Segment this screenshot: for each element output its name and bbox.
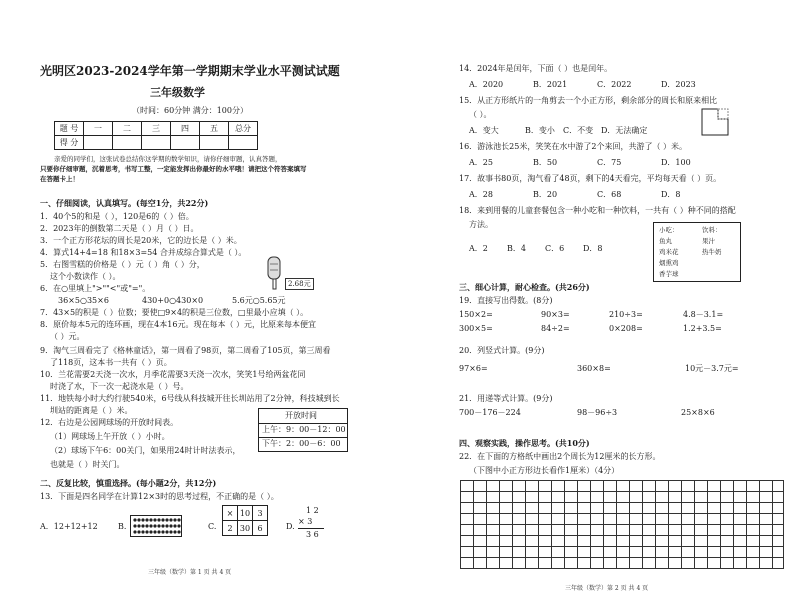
vertical-calc-item: 360×8= bbox=[577, 364, 611, 373]
section-4-heading: 四、观察实践，操作思考。(共10分) bbox=[459, 438, 590, 448]
section-3-heading: 三、细心计算，耐心检查。(共26分) bbox=[459, 282, 590, 292]
option: D．8 bbox=[661, 190, 681, 199]
score-cell: 一 bbox=[84, 122, 113, 136]
question-13-option-c: C. bbox=[208, 522, 217, 531]
score-input-cell[interactable] bbox=[142, 136, 171, 150]
step-calc-item: 700－176－224 bbox=[459, 408, 521, 417]
vertical-calc-line: 3 6 bbox=[306, 530, 319, 539]
score-cell: 题 号 bbox=[55, 122, 84, 136]
question-22: 22．在下面的方格纸中画出2个周长为12厘米的长方形。 bbox=[459, 452, 661, 461]
question-13-option-d: D. bbox=[286, 522, 295, 531]
question-16: 16．游泳池长25米，笑笑在水中游了2个来回，共游了（ ）米。 bbox=[459, 142, 687, 151]
question-14: 14．2024年是闰年，下面（ ）也是闰年。 bbox=[459, 64, 613, 73]
mult-cell: × bbox=[223, 506, 238, 521]
vertical-calc-line: 1 2 bbox=[306, 506, 319, 515]
question-18-cont: 方法。 bbox=[469, 220, 493, 229]
calc-item: 84÷2= bbox=[541, 324, 570, 333]
question-6c: 5.6元○5.65元 bbox=[232, 296, 286, 305]
question-1: 1．40个5的和是（ ），120是6的（ ）倍。 bbox=[40, 212, 194, 221]
question-21: 21．用递等式计算。(9分) bbox=[459, 394, 553, 403]
mult-cell: 3 bbox=[253, 506, 268, 521]
dot-array-icon bbox=[130, 515, 182, 537]
option: A．2 bbox=[469, 244, 488, 253]
question-12-1: （1）网球场上午开放（ ）小时。 bbox=[50, 432, 170, 441]
exam-title: 光明区2023-2024学年第一学期期末学业水平测试试题 bbox=[40, 64, 340, 78]
exam-page-2 bbox=[397, 0, 794, 613]
calc-item: 4.8－3.1= bbox=[683, 310, 724, 319]
page-footer: 三年级（数学）第 2 页 共 4 页 bbox=[565, 585, 649, 592]
mult-cell: 30 bbox=[238, 521, 253, 536]
cut-square-icon bbox=[701, 108, 729, 136]
calc-item: 210÷3= bbox=[609, 310, 643, 319]
menu-drink: 果汁 bbox=[702, 237, 715, 245]
question-13-option-b: B. bbox=[118, 522, 127, 531]
question-2: 2．2023年的倒数第二天是（ ）月（ ）日。 bbox=[40, 224, 199, 233]
option: C．2022 bbox=[597, 80, 632, 89]
option: B．变小 bbox=[525, 126, 555, 135]
exam-subtitle: 三年级数学 bbox=[150, 86, 205, 99]
vertical-calc-item: 97×6= bbox=[459, 364, 488, 373]
question-3: 3．一个正方形花坛的周长是20米，它的边长是（ ）米。 bbox=[40, 236, 242, 245]
score-table-header-row bbox=[55, 122, 258, 136]
option: C．68 bbox=[597, 190, 622, 199]
calc-item: 1.2+3.5= bbox=[683, 324, 722, 333]
page-footer: 三年级（数学）第 1 页 共 4 页 bbox=[148, 569, 232, 576]
opening-hours-pm: 下午：2：00－6：00 bbox=[262, 439, 341, 448]
section-2-heading: 二、反复比较，慎重选择。(每小题2分，共12分) bbox=[40, 478, 217, 488]
intro-line: 只要你仔细审题，沉着思考，书写工整，一定能发挥出你最好的水平哦！请把这个符答案填写 bbox=[40, 165, 307, 173]
question-12-2: （2）球场下午6：00关门，如果用24时计时法表示， bbox=[50, 446, 241, 455]
vertical-calc-line: × 3 bbox=[298, 517, 313, 526]
price-tag: 2.68元 bbox=[285, 278, 314, 290]
option: C．75 bbox=[597, 158, 622, 167]
question-15-cont: （ ）。 bbox=[469, 110, 492, 119]
option: A．25 bbox=[469, 158, 493, 167]
option: D．无法确定 bbox=[601, 126, 648, 135]
question-20: 20．列竖式计算。(9分) bbox=[459, 346, 545, 355]
question-12: 12．右边是公园网球场的开放时间表。 bbox=[40, 418, 179, 427]
kids-menu-box bbox=[653, 222, 741, 282]
opening-hours-am: 上午：9：00－12：00 bbox=[262, 425, 346, 434]
intro-line: 在答题卡上！ bbox=[40, 175, 79, 183]
question-9-cont: 了118页，这本书一共有（ ）页。 bbox=[50, 358, 172, 367]
score-cell: 得 分 bbox=[55, 136, 84, 150]
step-calc-item: 25×8×6 bbox=[681, 408, 715, 417]
option: A．变大 bbox=[469, 126, 499, 135]
calc-item: 300×5= bbox=[459, 324, 493, 333]
menu-snack: 香芋球 bbox=[659, 270, 679, 278]
score-cell: 五 bbox=[200, 122, 229, 136]
score-input-cell[interactable] bbox=[229, 136, 258, 150]
question-17: 17．故事书80页，淘气看了48页，剩下的4天看完，平均每天看（ ）页。 bbox=[459, 174, 722, 183]
question-5: 5．右图雪糕的价格是（ ）元（ ）角（ ）分， bbox=[40, 260, 205, 269]
menu-drink: 热牛奶 bbox=[702, 248, 722, 256]
menu-drink-head: 饮料： bbox=[702, 226, 722, 234]
score-input-cell[interactable] bbox=[113, 136, 142, 150]
question-8-cont: （ ）元。 bbox=[50, 332, 85, 341]
question-6a: 36×5○35×6 bbox=[58, 296, 109, 305]
question-15: 15．从正方形纸片的一角剪去一个小正方形，剩余部分的周长和原来相比 bbox=[459, 96, 718, 105]
multiplication-table bbox=[222, 505, 268, 536]
question-11: 11．地铁每小时大约行驶540米，6号线从科技城开往长圳站用了2分钟，科技城到长 bbox=[40, 394, 340, 403]
question-7: 7．43×5的积是（ ）位数；要使□9×4的积是三位数，□里最小应填（ ）。 bbox=[40, 308, 309, 317]
question-13-option-a: A．12+12+12 bbox=[40, 522, 98, 531]
score-input-cell[interactable] bbox=[84, 136, 113, 150]
opening-hours-title: 开放时间 bbox=[285, 411, 317, 420]
section-1-heading: 一、仔细阅读，认真填写。(每空1分，共22分) bbox=[40, 198, 209, 208]
score-table bbox=[54, 121, 258, 150]
score-input-cell[interactable] bbox=[171, 136, 200, 150]
question-9: 9．淘气三周看完了《格林童话》，第一周看了98页，第二周看了105页，第三周看 bbox=[40, 346, 331, 355]
mult-cell: 10 bbox=[238, 506, 253, 521]
score-input-cell[interactable] bbox=[200, 136, 229, 150]
mult-cell: 2 bbox=[223, 521, 238, 536]
option: B．2021 bbox=[533, 80, 568, 89]
question-18: 18．来到用餐的儿童套餐包含一种小吃和一种饮料，一共有（ ）种不同的搭配 bbox=[459, 206, 736, 215]
vertical-calc-item: 10元－3.7元= bbox=[685, 364, 739, 373]
option: A．2020 bbox=[469, 80, 504, 89]
score-table-score-row bbox=[55, 136, 258, 150]
option: D．100 bbox=[661, 158, 691, 167]
menu-snack-head: 小吃： bbox=[659, 226, 679, 234]
question-12-2-cont: 也就是（ ）时关门。 bbox=[50, 460, 125, 469]
option: D．2023 bbox=[661, 80, 696, 89]
score-cell: 三 bbox=[142, 122, 171, 136]
question-13: 13．下面是四名同学在计算12×3时的思考过程，不正确的是（ ）。 bbox=[40, 492, 279, 501]
mult-cell: 6 bbox=[253, 521, 268, 536]
question-22-note: （下图中小正方形边长看作1厘米）（4分） bbox=[469, 466, 620, 475]
question-8: 8．原价每本5元的连环画，现在4本16元。现在每本（ ）元，比原来每本便宜 bbox=[40, 320, 316, 329]
option: B．4 bbox=[507, 244, 526, 253]
option: C．不变 bbox=[563, 126, 594, 135]
question-10: 10．兰花需要2天浇一次水，月季花需要3天浇一次水，笑笑1号给两盆花同 bbox=[40, 370, 306, 379]
menu-snack: 烟熏鸡 bbox=[659, 259, 679, 267]
option: C．6 bbox=[545, 244, 565, 253]
score-cell: 总分 bbox=[229, 122, 258, 136]
opening-hours-table bbox=[258, 408, 348, 452]
question-11-cont: 圳站的距离是（ ）米。 bbox=[50, 406, 133, 415]
calc-item: 0×208= bbox=[609, 324, 643, 333]
score-cell: 二 bbox=[113, 122, 142, 136]
time-info: （时间：60分钟 满分：100分） bbox=[132, 106, 248, 115]
question-6: 6．在○里填上">""<"或"="。 bbox=[40, 284, 151, 293]
option: D．8 bbox=[583, 244, 603, 253]
menu-snack: 鱼丸 bbox=[659, 237, 672, 245]
calc-item: 90×3= bbox=[541, 310, 570, 319]
question-19: 19．直接写出得数。(8分) bbox=[459, 296, 553, 305]
score-cell: 四 bbox=[171, 122, 200, 136]
popsicle-icon bbox=[266, 256, 282, 290]
step-calc-item: 98－96÷3 bbox=[577, 408, 618, 417]
option: B．50 bbox=[533, 158, 558, 167]
intro-line: 亲爱的同学们，这张试卷总结你这学期的数学知识，请你仔细审题，认真答题， bbox=[54, 155, 282, 163]
menu-snack: 鸡米花 bbox=[659, 248, 679, 256]
drawing-grid[interactable] bbox=[460, 480, 784, 569]
question-4: 4．算式14+4=18 和18×3=54 合并成综合算式是（ ）。 bbox=[40, 248, 247, 257]
option: A．28 bbox=[469, 190, 493, 199]
option: B．20 bbox=[533, 190, 558, 199]
calc-item: 150×2= bbox=[459, 310, 493, 319]
question-5-reading: 这个小数读作（ ）。 bbox=[50, 272, 121, 281]
question-10-cont: 时浇了水，下一次一起浇水是（ ）号。 bbox=[50, 382, 189, 391]
question-6b: 430+0○430×0 bbox=[142, 296, 204, 305]
